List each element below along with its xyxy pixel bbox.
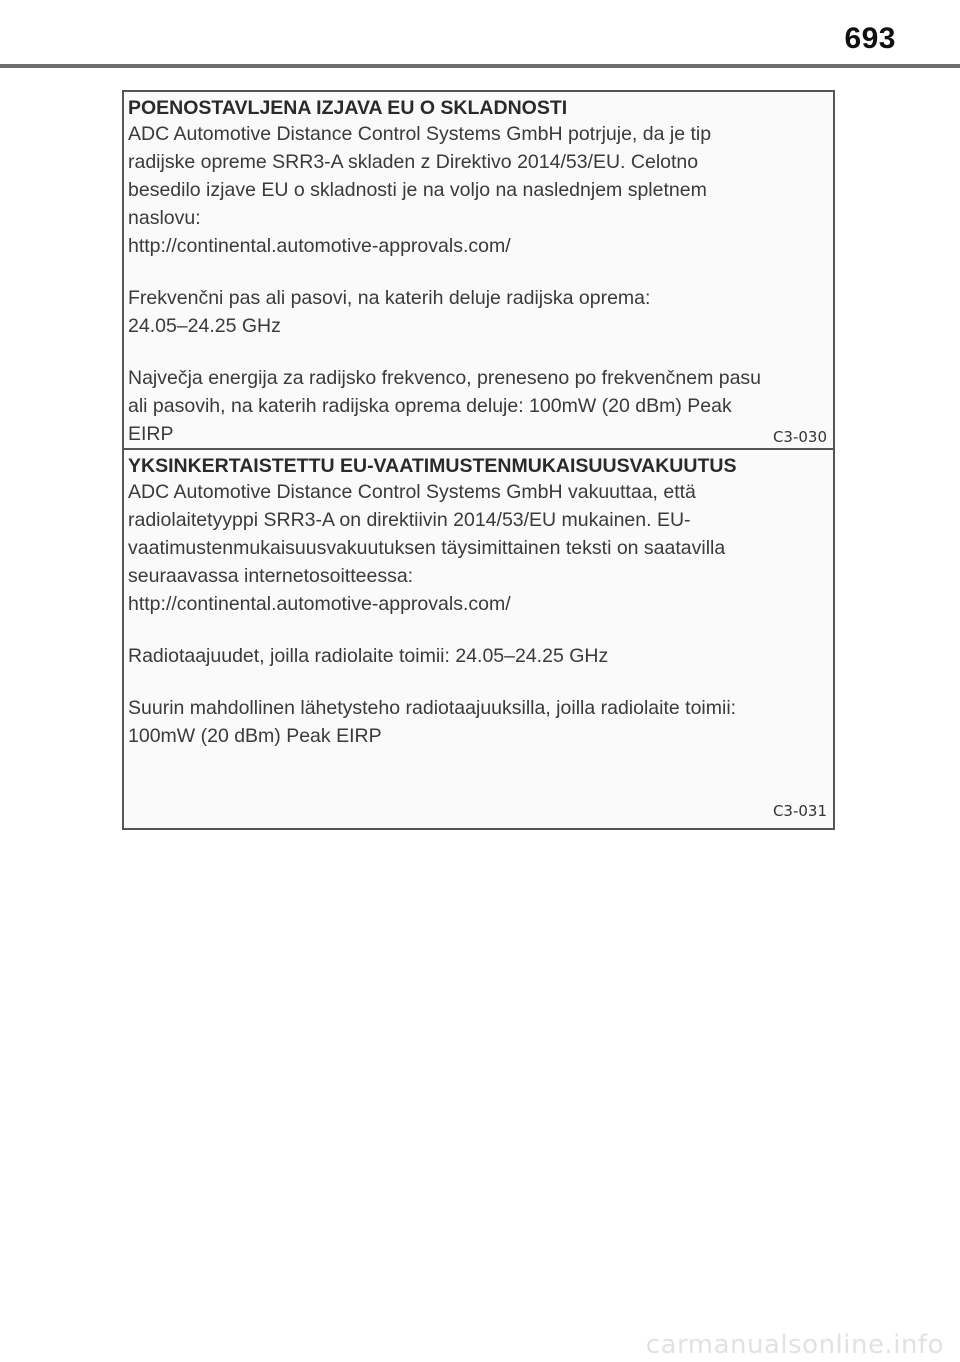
spacer	[128, 618, 831, 642]
frequency-statement: Frekvenčni pas ali pasovi, na katerih deluje radijska oprema: 24.05–24.25 GHz	[128, 287, 651, 337]
page-number: 693	[844, 22, 896, 55]
header-divider	[0, 64, 960, 68]
power-statement: Suurin mahdollinen lähetysteho radiotaajuuksilla, joilla radiolaite toimii: 100mW (20 dBm) Peak EIRP	[128, 697, 737, 747]
figure-code: C3-030	[772, 428, 827, 446]
power-statement: Največja energija za radijsko frekvenco, preneseno po frekvenčnem pasu ali pasovih, na katerih radijska oprema deluje: 100mW (20 dBm) Peak EIRP	[128, 367, 762, 445]
declaration-box-finnish	[122, 450, 835, 830]
spacer	[128, 340, 831, 364]
frequency-statement: Radiotaajuudet, joilla radiolaite toimii: 24.05–24.25 GHz	[128, 645, 609, 667]
declaration-content	[128, 96, 831, 448]
spacer	[128, 260, 831, 284]
declaration-intro: ADC Automotive Distance Control Systems GmbH vakuuttaa, että radiolaitetyyppi SRR3-A on direktiivin 2014/53/EU mukainen. EU- vaatimustenmukaisuusvakuutuksen täysimittainen teksti on saatavilla seuraavassa internetosoitteessa:	[128, 481, 726, 587]
declaration-content	[128, 454, 831, 750]
declaration-title: YKSINKERTAISTETTU EU-VAATIMUSTENMUKAISUUSVAKUUTUS	[128, 455, 737, 477]
declaration-intro: ADC Automotive Distance Control Systems GmbH potrjuje, da je tip radijske opreme SRR3-A skladen z Direktivo 2014/53/EU. Celotno besedilo izjave EU o skladnosti je na voljo na naslednjem spletnem naslovu:	[128, 123, 712, 229]
declaration-url: http://continental.automotive-approvals.com/	[128, 235, 511, 257]
declaration-box-slovenian	[122, 90, 835, 450]
declaration-url: http://continental.automotive-approvals.com/	[128, 593, 511, 615]
site-watermark: carmanualsonline.info	[645, 1330, 944, 1360]
figure-code: C3-031	[772, 802, 827, 820]
declaration-title: POENOSTAVLJENA IZJAVA EU O SKLADNOSTI	[128, 97, 568, 119]
spacer	[128, 670, 831, 694]
